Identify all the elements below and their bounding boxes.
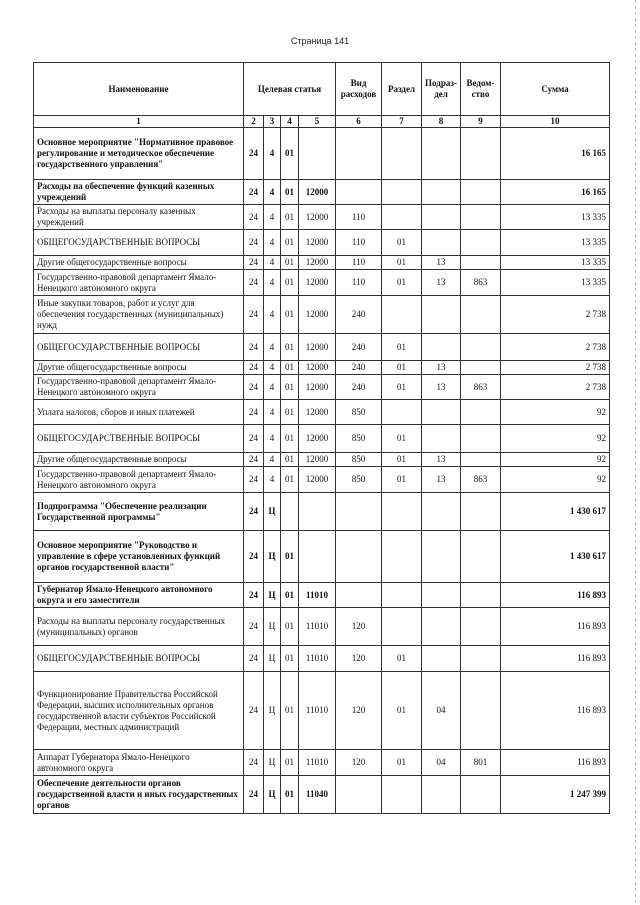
cell-event: 01: [281, 672, 299, 750]
cell-vedomstvo: [461, 334, 501, 361]
cell-summa: 116 893: [501, 672, 610, 750]
cell-summa: 2 738: [501, 361, 610, 375]
cell-podrazdel: [422, 400, 461, 425]
cell-direction: 11040: [299, 776, 336, 814]
cell-summa: 13 335: [501, 270, 610, 296]
cell-name: Государственно-правовой департамент Ямало-Ненецкого автономного округа: [34, 375, 244, 400]
cell-razdel: [382, 531, 422, 583]
cell-event: 01: [281, 205, 299, 230]
cell-event: 01: [281, 296, 299, 334]
cell-event: 01: [281, 180, 299, 205]
cell-razdel: [382, 128, 422, 180]
cell-event: 01: [281, 400, 299, 425]
cell-subprogram: 4: [264, 467, 281, 493]
cell-podrazdel: [422, 583, 461, 608]
cell-subprogram: 4: [264, 361, 281, 375]
cell-direction: 12000: [299, 256, 336, 270]
cell-vedomstvo: [461, 531, 501, 583]
cell-razdel: 01: [382, 334, 422, 361]
cell-event: 01: [281, 583, 299, 608]
cell-subprogram: Ц: [264, 531, 281, 583]
cell-event: 01: [281, 375, 299, 400]
table-row: [34, 361, 610, 375]
table-row: [34, 230, 610, 256]
cell-name: Иные закупки товаров, работ и услуг для обеспечения государственных (муниципальных) нужд: [34, 296, 244, 334]
cell-program: 24: [244, 334, 264, 361]
cell-podrazdel: [422, 128, 461, 180]
cell-event: 01: [281, 270, 299, 296]
cell-vid: 120: [336, 672, 382, 750]
cell-podrazdel: [422, 296, 461, 334]
cell-podrazdel: [422, 425, 461, 453]
cell-vid: 240: [336, 361, 382, 375]
cell-subprogram: 4: [264, 375, 281, 400]
cell-vedomstvo: [461, 361, 501, 375]
cell-name: Функционирование Правительства Российской Федерации, высших исполнительных органов государственной власти субъектов Российской Федерации, местных администраций: [34, 672, 244, 750]
cell-razdel: [382, 608, 422, 646]
cell-podrazdel: 04: [422, 750, 461, 776]
cell-vedomstvo: 801: [461, 750, 501, 776]
cell-podrazdel: [422, 608, 461, 646]
cell-event: 01: [281, 334, 299, 361]
cell-razdel: [382, 205, 422, 230]
cell-name: Аппарат Губернатора Ямало-Ненецкого автономного округа: [34, 750, 244, 776]
cell-event: [281, 493, 299, 531]
cell-summa: 116 893: [501, 646, 610, 672]
cell-vid: 110: [336, 256, 382, 270]
col-number: 4: [281, 116, 299, 128]
cell-subprogram: 4: [264, 400, 281, 425]
cell-vid: 850: [336, 467, 382, 493]
cell-name: ОБЩЕГОСУДАРСТВЕННЫЕ ВОПРОСЫ: [34, 425, 244, 453]
cell-program: 24: [244, 256, 264, 270]
cell-name: Другие общегосударственные вопросы: [34, 453, 244, 467]
cell-subprogram: Ц: [264, 672, 281, 750]
cell-direction: 12000: [299, 453, 336, 467]
table-row: [34, 128, 610, 180]
cell-name: Уплата налогов, сборов и иных платежей: [34, 400, 244, 425]
col-number: 3: [264, 116, 281, 128]
cell-subprogram: 4: [264, 180, 281, 205]
cell-direction: 12000: [299, 467, 336, 493]
cell-direction: 11010: [299, 750, 336, 776]
cell-razdel: [382, 776, 422, 814]
cell-vedomstvo: [461, 400, 501, 425]
cell-event: 01: [281, 230, 299, 256]
cell-podrazdel: [422, 334, 461, 361]
cell-podrazdel: [422, 230, 461, 256]
cell-direction: 12000: [299, 205, 336, 230]
cell-razdel: 01: [382, 256, 422, 270]
cell-name: Основное мероприятие "Нормативное правовое регулирование и методическое обеспечение государственного управления": [34, 128, 244, 180]
table-row: [34, 180, 610, 205]
cell-subprogram: Ц: [264, 493, 281, 531]
cell-event: 01: [281, 453, 299, 467]
col-number: 8: [422, 116, 461, 128]
cell-direction: 12000: [299, 375, 336, 400]
cell-summa: 13 335: [501, 205, 610, 230]
cell-summa: 1 430 617: [501, 531, 610, 583]
header-razdel: Раздел: [382, 63, 422, 116]
table-row: [34, 646, 610, 672]
cell-razdel: 01: [382, 453, 422, 467]
cell-razdel: 01: [382, 375, 422, 400]
header-name: Наименование: [34, 63, 244, 116]
cell-podrazdel: 13: [422, 453, 461, 467]
cell-subprogram: 4: [264, 425, 281, 453]
cell-event: 01: [281, 256, 299, 270]
table-row: [34, 493, 610, 531]
col-number: 1: [34, 116, 244, 128]
table-row: [34, 296, 610, 334]
cell-vedomstvo: [461, 776, 501, 814]
cell-vedomstvo: 863: [461, 467, 501, 493]
budget-table: [33, 62, 610, 814]
cell-direction: 12000: [299, 425, 336, 453]
cell-razdel: 01: [382, 361, 422, 375]
cell-vedomstvo: [461, 672, 501, 750]
cell-vedomstvo: [461, 230, 501, 256]
cell-razdel: [382, 296, 422, 334]
cell-vedomstvo: [461, 583, 501, 608]
cell-subprogram: Ц: [264, 583, 281, 608]
cell-summa: 116 893: [501, 750, 610, 776]
table-row: [34, 375, 610, 400]
col-number: 6: [336, 116, 382, 128]
cell-subprogram: 4: [264, 256, 281, 270]
cell-subprogram: Ц: [264, 776, 281, 814]
cell-vid: [336, 531, 382, 583]
cell-podrazdel: 13: [422, 375, 461, 400]
cell-summa: 2 738: [501, 296, 610, 334]
cell-event: 01: [281, 750, 299, 776]
col-number: 10: [501, 116, 610, 128]
cell-vid: [336, 583, 382, 608]
cell-vedomstvo: [461, 296, 501, 334]
cell-razdel: 01: [382, 467, 422, 493]
header-target: Целевая статья: [244, 63, 336, 116]
cell-razdel: 01: [382, 425, 422, 453]
cell-name: Обеспечение деятельности органов государственной власти и иных государственных органов: [34, 776, 244, 814]
cell-summa: 92: [501, 453, 610, 467]
table-row: [34, 776, 610, 814]
cell-razdel: 01: [382, 646, 422, 672]
table-row: [34, 750, 610, 776]
table-header-row: [34, 63, 610, 116]
header-vid: Вид расходов: [336, 63, 382, 116]
cell-summa: 2 738: [501, 334, 610, 361]
cell-direction: 12000: [299, 334, 336, 361]
page-label: Страница 141: [290, 36, 350, 46]
cell-direction: 12000: [299, 400, 336, 425]
cell-vedomstvo: [461, 256, 501, 270]
cell-direction: 11010: [299, 672, 336, 750]
cell-name: ОБЩЕГОСУДАРСТВЕННЫЕ ВОПРОСЫ: [34, 230, 244, 256]
table-row: [34, 672, 610, 750]
cell-name: Губернатор Ямало-Ненецкого автономного округа и его заместители: [34, 583, 244, 608]
table-row: [34, 256, 610, 270]
cell-podrazdel: [422, 646, 461, 672]
table-row: [34, 453, 610, 467]
cell-direction: 12000: [299, 230, 336, 256]
cell-program: 24: [244, 467, 264, 493]
cell-vedomstvo: 863: [461, 375, 501, 400]
cell-vedomstvo: [461, 205, 501, 230]
cell-name: ОБЩЕГОСУДАРСТВЕННЫЕ ВОПРОСЫ: [34, 334, 244, 361]
cell-name: Расходы на выплаты персоналу государственных (муниципальных) органов: [34, 608, 244, 646]
table-row: [34, 400, 610, 425]
cell-program: 24: [244, 646, 264, 672]
cell-vid: 110: [336, 230, 382, 256]
cell-event: 01: [281, 467, 299, 493]
cell-summa: 116 893: [501, 608, 610, 646]
cell-name: Расходы на выплаты персоналу казенных учреждений: [34, 205, 244, 230]
cell-summa: 1 430 617: [501, 493, 610, 531]
cell-name: Государственно-правовой департамент Ямало-Ненецкого автономного округа: [34, 467, 244, 493]
header-podrazdel: Подраз-дел: [422, 63, 461, 116]
cell-vid: 120: [336, 608, 382, 646]
cell-subprogram: 4: [264, 296, 281, 334]
cell-direction: 12000: [299, 296, 336, 334]
cell-event: 01: [281, 646, 299, 672]
cell-razdel: [382, 493, 422, 531]
cell-direction: 12000: [299, 361, 336, 375]
cell-program: 24: [244, 531, 264, 583]
table-body: [34, 128, 610, 814]
cell-vid: 850: [336, 453, 382, 467]
header-summa: Сумма: [501, 63, 610, 116]
cell-subprogram: Ц: [264, 646, 281, 672]
table-row: [34, 425, 610, 453]
cell-program: 24: [244, 361, 264, 375]
cell-program: 24: [244, 400, 264, 425]
cell-program: 24: [244, 180, 264, 205]
cell-program: 24: [244, 375, 264, 400]
table-row: [34, 583, 610, 608]
cell-vedomstvo: [461, 453, 501, 467]
cell-event: 01: [281, 128, 299, 180]
cell-vid: 240: [336, 375, 382, 400]
cell-podrazdel: 13: [422, 467, 461, 493]
col-number: 9: [461, 116, 501, 128]
cell-vid: [336, 493, 382, 531]
cell-vid: [336, 180, 382, 205]
table-row: [34, 608, 610, 646]
cell-vid: 240: [336, 296, 382, 334]
header-vedomstvo: Ведом-ство: [461, 63, 501, 116]
cell-direction: [299, 531, 336, 583]
cell-direction: 11010: [299, 608, 336, 646]
cell-name: Основное мероприятие "Руководство и управление в сфере установленных функций органов государственной власти": [34, 531, 244, 583]
cell-summa: 116 893: [501, 583, 610, 608]
cell-vid: 850: [336, 400, 382, 425]
cell-program: 24: [244, 453, 264, 467]
cell-direction: 12000: [299, 270, 336, 296]
cell-razdel: [382, 400, 422, 425]
cell-subprogram: 4: [264, 453, 281, 467]
cell-event: 01: [281, 776, 299, 814]
col-number: 2: [244, 116, 264, 128]
cell-direction: [299, 128, 336, 180]
cell-summa: 2 738: [501, 375, 610, 400]
cell-summa: 16 165: [501, 180, 610, 205]
cell-vedomstvo: [461, 608, 501, 646]
cell-razdel: [382, 583, 422, 608]
cell-vid: [336, 128, 382, 180]
cell-summa: 92: [501, 425, 610, 453]
column-number-row: [34, 116, 610, 128]
cell-podrazdel: [422, 493, 461, 531]
cell-direction: 11010: [299, 583, 336, 608]
cell-summa: 92: [501, 467, 610, 493]
cell-podrazdel: [422, 205, 461, 230]
scan-edge-rule: [635, 0, 636, 905]
cell-podrazdel: [422, 531, 461, 583]
cell-summa: 16 165: [501, 128, 610, 180]
table-row: [34, 467, 610, 493]
col-number: 5: [299, 116, 336, 128]
cell-subprogram: Ц: [264, 750, 281, 776]
table-row: [34, 205, 610, 230]
cell-vedomstvo: [461, 425, 501, 453]
table-row: [34, 531, 610, 583]
cell-direction: [299, 493, 336, 531]
table-row: [34, 334, 610, 361]
cell-razdel: 01: [382, 230, 422, 256]
cell-program: 24: [244, 493, 264, 531]
table-row: [34, 270, 610, 296]
cell-subprogram: 4: [264, 270, 281, 296]
cell-summa: 1 247 399: [501, 776, 610, 814]
cell-vedomstvo: 863: [461, 270, 501, 296]
cell-name: ОБЩЕГОСУДАРСТВЕННЫЕ ВОПРОСЫ: [34, 646, 244, 672]
cell-name: Государственно-правовой департамент Ямало-Ненецкого автономного округа: [34, 270, 244, 296]
cell-program: 24: [244, 583, 264, 608]
cell-program: 24: [244, 205, 264, 230]
cell-subprogram: Ц: [264, 608, 281, 646]
cell-program: 24: [244, 270, 264, 296]
cell-vedomstvo: [461, 180, 501, 205]
cell-summa: 13 335: [501, 230, 610, 256]
col-number: 7: [382, 116, 422, 128]
cell-program: 24: [244, 128, 264, 180]
cell-program: 24: [244, 776, 264, 814]
cell-program: 24: [244, 750, 264, 776]
cell-razdel: 01: [382, 270, 422, 296]
cell-subprogram: 4: [264, 334, 281, 361]
cell-vid: 120: [336, 646, 382, 672]
cell-podrazdel: [422, 180, 461, 205]
cell-podrazdel: 04: [422, 672, 461, 750]
cell-program: 24: [244, 230, 264, 256]
cell-vid: 110: [336, 205, 382, 230]
cell-event: 01: [281, 608, 299, 646]
cell-vedomstvo: [461, 128, 501, 180]
cell-event: 01: [281, 531, 299, 583]
cell-event: 01: [281, 361, 299, 375]
cell-direction: 12000: [299, 180, 336, 205]
cell-subprogram: 4: [264, 205, 281, 230]
cell-direction: 11010: [299, 646, 336, 672]
cell-podrazdel: 13: [422, 361, 461, 375]
cell-vid: 240: [336, 334, 382, 361]
cell-subprogram: 4: [264, 128, 281, 180]
cell-name: Подпрограмма "Обеспечение реализации Государственной программы": [34, 493, 244, 531]
cell-subprogram: 4: [264, 230, 281, 256]
cell-vid: 850: [336, 425, 382, 453]
cell-event: 01: [281, 425, 299, 453]
cell-name: Расходы на обеспечение функций казенных учреждений: [34, 180, 244, 205]
cell-name: Другие общегосударственные вопросы: [34, 256, 244, 270]
cell-podrazdel: 13: [422, 270, 461, 296]
cell-program: 24: [244, 296, 264, 334]
cell-vedomstvo: [461, 646, 501, 672]
cell-podrazdel: [422, 776, 461, 814]
cell-name: Другие общегосударственные вопросы: [34, 361, 244, 375]
cell-program: 24: [244, 608, 264, 646]
cell-razdel: 01: [382, 750, 422, 776]
cell-vid: 120: [336, 750, 382, 776]
cell-summa: 13 335: [501, 256, 610, 270]
cell-razdel: [382, 180, 422, 205]
cell-razdel: 01: [382, 672, 422, 750]
cell-program: 24: [244, 672, 264, 750]
cell-vedomstvo: [461, 493, 501, 531]
cell-summa: 92: [501, 400, 610, 425]
cell-vid: [336, 776, 382, 814]
cell-podrazdel: 13: [422, 256, 461, 270]
cell-vid: 110: [336, 270, 382, 296]
cell-program: 24: [244, 425, 264, 453]
